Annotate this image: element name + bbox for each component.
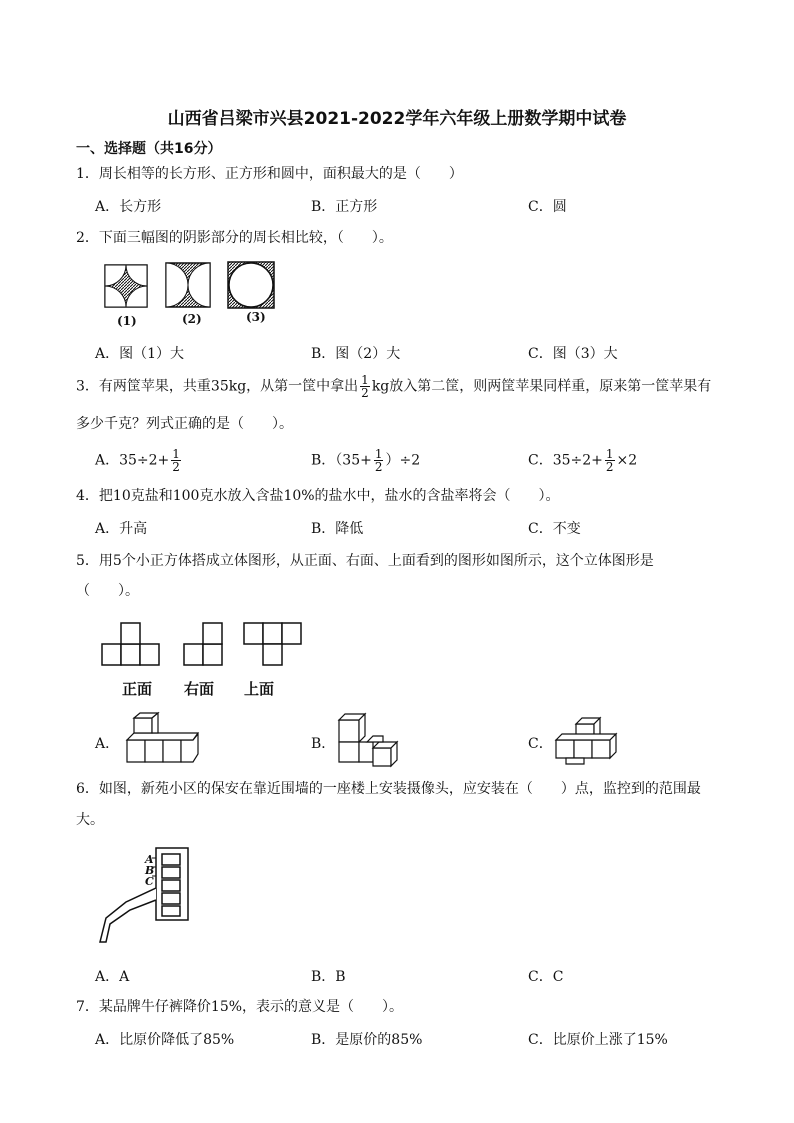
view-right-label: 右面 <box>184 680 215 698</box>
q5-views-figure <box>100 622 310 670</box>
q3-text-post: kg放入第二筐，则两筐苹果同样重，原来第一筐苹果有 <box>371 378 712 395</box>
question-3-line2: 多少千克？列式正确的是（ ）。 <box>76 416 293 432</box>
question-6: 6．如图，新苑小区的保安在靠近围墙的一座楼上安装摄像头，应安装在（ ）点，监控到的范围最 <box>76 781 701 797</box>
q7-option-a[interactable]: A．比原价降低了85% <box>95 1032 235 1048</box>
point-b-label: B <box>145 864 155 877</box>
q2-option-a[interactable]: A．图（1）大 <box>95 346 185 362</box>
point-a-label: A <box>145 853 154 866</box>
q5-option-b[interactable]: B． <box>311 736 336 752</box>
q4-option-c[interactable]: C．不变 <box>528 521 581 537</box>
question-2: 2．下面三幅图的阴影部分的周长相比较，（ ）。 <box>76 230 393 246</box>
q1-option-c[interactable]: C．圆 <box>528 199 567 215</box>
q3-text-pre: 3．有两筐苹果，共重35kg，从第一筐中拿出 <box>76 378 359 395</box>
question-5-line2: （ ）。 <box>76 583 139 599</box>
q6-option-b[interactable]: B．B <box>311 969 346 985</box>
q2-figure-2-label: (2) <box>182 312 202 326</box>
q2-figure-1-label: (1) <box>117 314 137 328</box>
q7-option-b[interactable]: B．是原价的85% <box>311 1032 423 1048</box>
question-7: 7．某品牌牛仔裤降价15%，表示的意义是（ ）。 <box>76 999 404 1015</box>
question-5: 5．用5个小正方体搭成立体图形，从正面、右面、上面看到的图形如图所示，这个立体图形是 <box>76 553 654 569</box>
question-3 <box>76 374 746 399</box>
q5-option-c[interactable]: C． <box>528 736 553 752</box>
section-heading: 一、选择题（共16分） <box>76 141 222 157</box>
q1-option-b[interactable]: B．正方形 <box>311 199 378 215</box>
q4-option-b[interactable]: B．降低 <box>311 521 364 537</box>
question-6-line2: 大。 <box>76 812 104 828</box>
q3-option-c[interactable]: C．35÷2+ $\frac{1}{2}$ ×2 <box>528 447 638 474</box>
q2-option-b[interactable]: B．图（2）大 <box>311 346 401 362</box>
q6-option-a[interactable]: A．A <box>95 969 130 985</box>
q3-option-a[interactable]: A．35÷2+ $\frac{1}{2}$ <box>95 447 180 474</box>
point-c-label: C <box>145 875 154 888</box>
fraction: $\frac{1}{2}$ <box>605 447 614 474</box>
q5-option-b-cubes <box>334 712 414 766</box>
page-title: 山西省吕梁市兴县2021-2022学年六年级上册数学期中试卷 <box>167 109 627 129</box>
q5-option-a-cubes <box>122 712 202 766</box>
q2-option-c[interactable]: C．图（3）大 <box>528 346 618 362</box>
question-4: 4．把10克盐和100克水放入含盐10%的盐水中，盐水的含盐率将会（ ）。 <box>76 488 560 504</box>
q2-figure-3-label: (3) <box>246 310 266 324</box>
q4-option-a[interactable]: A．升高 <box>95 521 148 537</box>
q5-option-a[interactable]: A． <box>95 736 120 752</box>
fraction: $\frac{1}{2}$ <box>361 373 369 400</box>
fraction: $\frac{1}{2}$ <box>374 447 383 474</box>
view-front-label: 正面 <box>122 680 153 698</box>
q5-option-c-cubes <box>552 714 624 766</box>
q3-option-b[interactable]: B．（35+ $\frac{1}{2}$ ）÷2 <box>311 447 421 474</box>
fraction: $\frac{1}{2}$ <box>172 447 180 474</box>
view-top-label: 上面 <box>244 680 275 698</box>
q6-option-c[interactable]: C．C <box>528 969 564 985</box>
q7-option-c[interactable]: C．比原价上涨了15% <box>528 1032 668 1048</box>
question-1: 1．周长相等的长方形、正方形和圆中，面积最大的是（ ） <box>76 166 463 182</box>
q1-option-a[interactable]: A．长方形 <box>95 199 162 215</box>
